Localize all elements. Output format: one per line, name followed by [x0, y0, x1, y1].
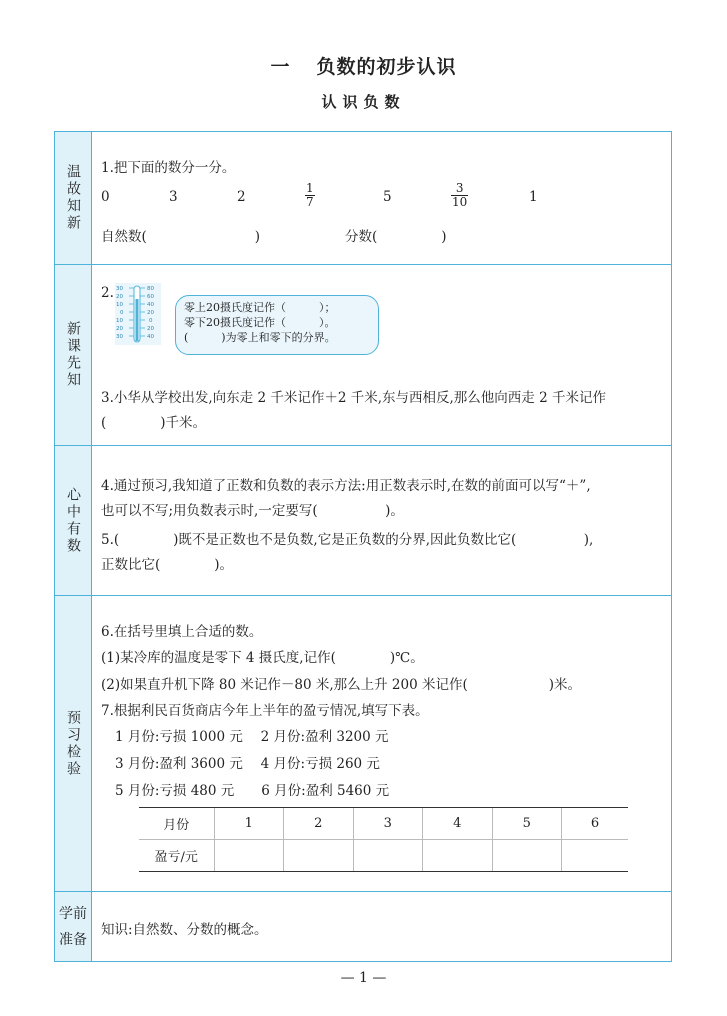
number-2: 2 — [237, 189, 246, 205]
table-header-cell: 3 — [353, 808, 423, 840]
table-answer-cell[interactable] — [562, 840, 629, 872]
thermo-right-tick: 60 — [147, 294, 154, 300]
table-answer-cell[interactable] — [492, 840, 562, 872]
chapter-title-text: 负数的初步认识 — [316, 56, 457, 78]
month-data-line-2: 3 月份:盈利 3600 元 4 月份:亏损 260 元 — [115, 756, 380, 772]
table-answer-cell[interactable] — [284, 840, 354, 872]
table-header-cell: 月份 — [139, 808, 214, 840]
thermometer-icon — [115, 283, 161, 345]
section-preview — [55, 265, 671, 446]
table-row — [139, 840, 628, 872]
page-number: — 1 — — [340, 970, 387, 986]
natural-number-blank[interactable]: 自然数( ) — [101, 229, 261, 245]
question-4-line-1: 4.通过预习,我知道了正数和负数的表示方法:用正数表示时,在数的前面可以写“＋”, — [101, 478, 591, 494]
section-check-body — [101, 596, 663, 891]
thermo-left-tick: 10 — [116, 302, 123, 308]
question-7-stem: 7.根据利民百货商店今年上半年的盈亏情况,填写下表。 — [101, 703, 429, 719]
section-preparation-body — [101, 892, 663, 961]
question-6-stem: 6.在括号里填上合适的数。 — [101, 624, 263, 640]
number-3: 3 — [169, 189, 178, 205]
section-title: 认识负数 — [321, 93, 406, 111]
question-5-line-1[interactable]: 5.( )既不是正数也不是负数,它是正负数的分界,因此负数比它( ), — [101, 532, 594, 548]
thermo-left-tick: 20 — [116, 294, 123, 300]
side-label-knowledge: 心中有数 — [55, 446, 92, 595]
number-1: 1 — [529, 189, 538, 205]
thermo-left-tick: 20 — [116, 326, 123, 332]
table-header-cell: 2 — [284, 808, 354, 840]
thermo-right-tick: 0 — [149, 318, 153, 324]
section-check — [55, 596, 671, 892]
worksheet-table — [54, 131, 672, 962]
question-6-part-1[interactable]: (1)某冷库的温度是零下 4 摄氏度,记作( )℃。 — [101, 650, 424, 666]
table-header-cell: 5 — [492, 808, 562, 840]
thermo-left-tick: 10 — [116, 318, 123, 324]
chapter-number: 一 — [270, 56, 291, 78]
table-answer-cell[interactable] — [423, 840, 493, 872]
side-label-preview: 新课先知 — [55, 265, 92, 445]
section-knowledge-body — [101, 446, 663, 595]
table-answer-cell[interactable] — [353, 840, 423, 872]
question-5-line-2[interactable]: 正数比它( )。 — [101, 557, 234, 573]
thermo-left-tick: 30 — [116, 334, 123, 340]
section-review-body — [101, 132, 663, 264]
side-label-preparation: 学前 准备 — [55, 892, 92, 961]
section-preparation — [55, 892, 671, 961]
speech-bubble — [175, 295, 379, 355]
table-header-cell: 6 — [562, 808, 629, 840]
number-0: 0 — [101, 189, 110, 205]
question-3-line-2[interactable]: ( )千米。 — [101, 415, 207, 431]
thermo-right-tick: 20 — [147, 326, 154, 332]
bubble-line-2[interactable]: 零下20摄氏度记作（ ）。 — [184, 316, 336, 329]
thermo-left-tick: 0 — [120, 310, 124, 316]
thermo-left-tick: 30 — [116, 286, 123, 292]
question-4-line-2[interactable]: 也可以不写;用负数表示时,一定要写( )。 — [101, 503, 404, 519]
thermo-right-tick: 80 — [147, 286, 154, 292]
question-1-stem: 1.把下面的数分一分。 — [101, 160, 236, 176]
fraction-3-10: $\frac{3}{10}$ — [452, 181, 468, 209]
table-answer-cell[interactable] — [214, 840, 284, 872]
section-review — [55, 132, 671, 265]
thermo-right-tick: 20 — [147, 310, 154, 316]
question-6-part-2[interactable]: (2)如果直升机下降 80 米记作－80 米,那么上升 200 米记作( )米。 — [101, 677, 582, 693]
bubble-line-1[interactable]: 零上20摄氏度记作（ ）； — [184, 301, 336, 314]
fraction-1-7: $\frac{1}{7}$ — [306, 181, 314, 209]
side-label-review: 温故知新 — [55, 132, 92, 264]
preparation-text: 知识:自然数、分数的概念。 — [101, 922, 268, 938]
month-data-line-3: 5 月份:亏损 480 元 6 月份:盈利 5460 元 — [115, 783, 390, 799]
bubble-line-3[interactable]: ( )为零上和零下的分界。 — [184, 331, 336, 344]
fraction-blank[interactable]: 分数( ) — [345, 229, 447, 245]
thermo-right-tick: 40 — [147, 334, 154, 340]
month-data-line-1: 1 月份:亏损 1000 元 2 月份:盈利 3200 元 — [115, 729, 389, 745]
question-3-line-1: 3.小华从学校出发,向东走 2 千米记作＋2 千米,东与西相反,那么他向西走 2 千米记作 — [101, 390, 606, 406]
thermo-right-tick: 40 — [147, 302, 154, 308]
table-header-cell: 4 — [423, 808, 493, 840]
section-preview-body — [101, 265, 663, 445]
profit-loss-table — [139, 807, 628, 872]
side-label-check: 预习检验 — [55, 596, 92, 891]
table-row-label: 盈亏/元 — [139, 840, 214, 872]
section-knowledge — [55, 446, 671, 596]
table-header-row — [139, 808, 628, 840]
chapter-title — [0, 52, 727, 79]
number-5: 5 — [383, 189, 392, 205]
question-2-number: 2. — [101, 285, 114, 301]
table-header-cell: 1 — [214, 808, 284, 840]
